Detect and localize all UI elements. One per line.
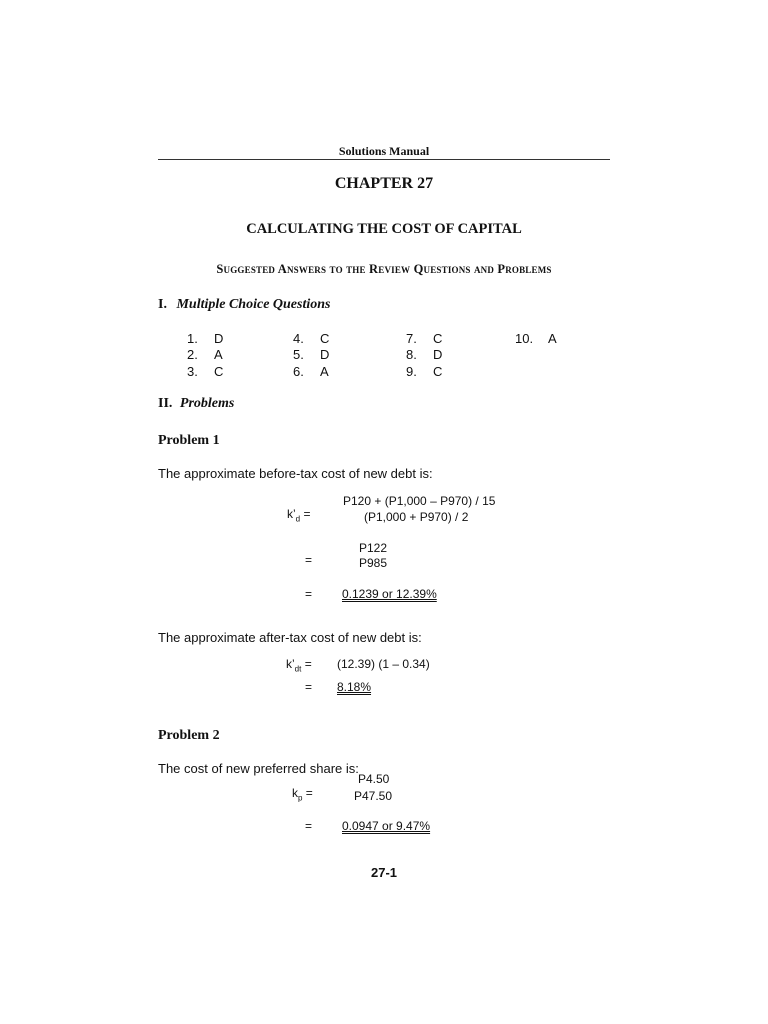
section-number: II. [158, 396, 173, 411]
mc-letter: C [320, 331, 330, 346]
mc-number: 9. [406, 364, 417, 379]
lhs-subscript: p [298, 793, 303, 803]
lhs-subscript: d [295, 514, 301, 524]
lhs-kdt [286, 657, 312, 673]
chapter-title: CALCULATING THE COST OF CAPITAL [246, 221, 522, 237]
mc-letter: D [320, 347, 330, 362]
mc-letter: D [214, 331, 224, 346]
header-rule [158, 159, 610, 160]
lhs-symbol: k’ [287, 507, 296, 521]
running-header: Solutions Manual [338, 144, 430, 158]
mc-letter: A [214, 347, 223, 362]
result-before-tax: 0.1239 or 12.39% [342, 587, 437, 601]
problem-1-heading: Problem 1 [158, 433, 220, 448]
fraction-denominator: P985 [359, 556, 388, 570]
mc-letter: C [433, 331, 443, 346]
problem-1-intro-after-tax: The approximate after-tax cost of new debt is: [158, 630, 422, 645]
equals-sign: = [304, 657, 312, 671]
fraction-denominator: (P1,000 + P970) / 2 [364, 510, 469, 524]
mc-number: 10. [515, 331, 534, 346]
lhs-kp [292, 786, 313, 802]
after-tax-expression: (12.39) (1 – 0.34) [337, 657, 430, 671]
result-preferred: 0.0947 or 9.47% [342, 819, 431, 833]
mc-letter: C [433, 364, 443, 379]
equals-sign: = [305, 786, 313, 800]
fraction-numerator: P4.50 [358, 772, 390, 786]
mc-number: 8. [406, 347, 417, 362]
section-heading-problems [158, 396, 234, 412]
result-after-tax: 8.18% [337, 680, 372, 694]
fraction-numerator: P120 + (P1,000 – P970) / 15 [343, 494, 496, 508]
problem-2-heading: Problem 2 [158, 728, 220, 743]
chapter-number: CHAPTER 27 [334, 175, 434, 192]
equals-sign: = [305, 553, 313, 567]
section-number: I. [158, 297, 167, 312]
mc-number: 3. [187, 364, 198, 379]
mc-number: 1. [187, 331, 198, 346]
equals-sign: = [305, 587, 313, 601]
page-number: 27-1 [370, 865, 398, 880]
lhs-symbol: k [292, 786, 298, 800]
section-title: Multiple Choice Questions [176, 297, 331, 312]
mc-letter: A [548, 331, 557, 346]
section-title: Problems [179, 396, 235, 411]
mc-number: 2. [187, 347, 198, 362]
mc-number: 4. [293, 331, 304, 346]
lhs-symbol: k’ [286, 657, 295, 671]
mc-number: 7. [406, 331, 417, 346]
equals-sign: = [305, 680, 313, 694]
problem-1-intro-before-tax: The approximate before-tax cost of new debt is: [158, 466, 433, 481]
mc-number: 6. [293, 364, 304, 379]
equals-sign: = [305, 819, 313, 833]
mc-letter: A [320, 364, 329, 379]
lhs-subscript: dt [294, 664, 302, 674]
section-heading-mcq [158, 297, 330, 313]
fraction-denominator: P47.50 [354, 789, 393, 803]
mc-number: 5. [293, 347, 304, 362]
equals-sign: = [303, 507, 311, 521]
fraction-numerator: P122 [359, 541, 388, 555]
mc-letter: D [433, 347, 443, 362]
lhs-kd [287, 507, 310, 523]
problem-2-intro: The cost of new preferred share is: [158, 761, 359, 776]
chapter-subtitle: Suggested Answers to the Review Questions and Problems [216, 262, 552, 276]
mc-letter: C [214, 364, 224, 379]
